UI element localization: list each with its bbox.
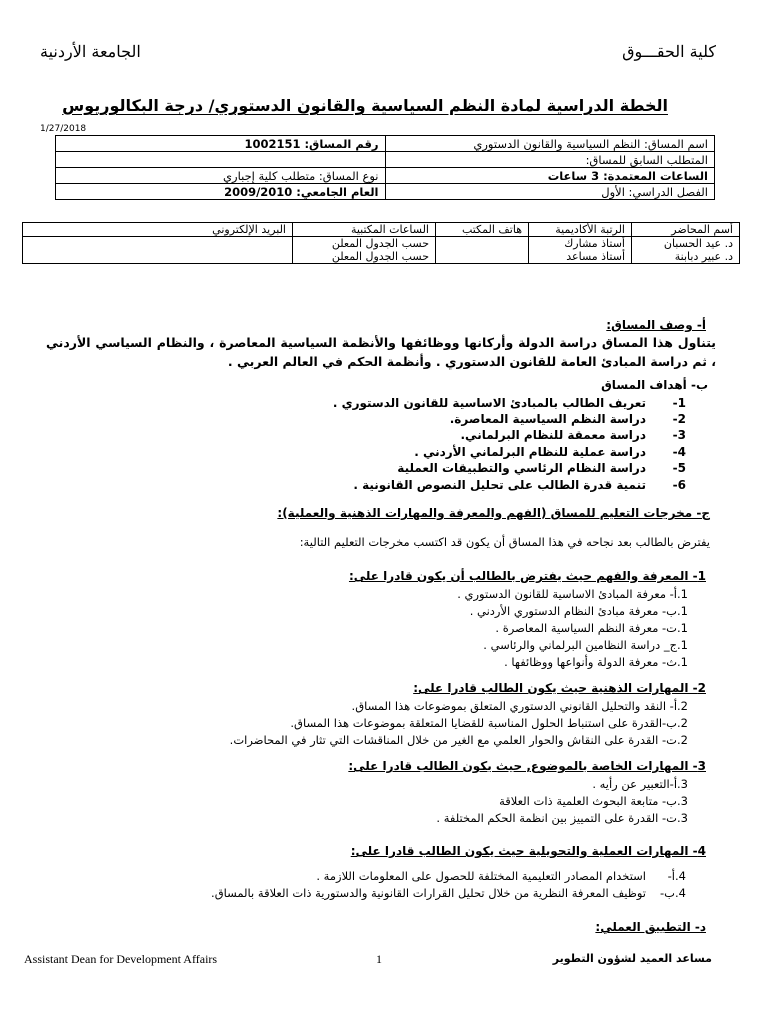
university-name: الجامعة الأردنية bbox=[40, 42, 141, 61]
office-hours: حسب الجدول المعلن bbox=[293, 237, 436, 251]
prerequisite-cell: المتطلب السابق للمساق: bbox=[385, 152, 715, 168]
academic-rank: أستاذ مشارك bbox=[529, 237, 632, 251]
email bbox=[23, 237, 293, 251]
group-1-heading: 1- المعرفة والفهم حيث يفترض بالطالب أن يكون قادرا على: bbox=[348, 569, 706, 583]
list-item: 1.ت- معرفة النظم السياسية المعاصرة . bbox=[495, 621, 688, 635]
list-item: 4-دراسة عملية للنظام البرلماني الأردني . bbox=[414, 445, 686, 459]
group-3-heading: 3- المهارات الخاصة بالموضوع, حيث يكون الطالب قادرا على: bbox=[348, 759, 706, 773]
empty-cell bbox=[56, 152, 386, 168]
table-header-row bbox=[23, 223, 740, 237]
academic-rank: أستاذ مساعد bbox=[529, 250, 632, 264]
list-item: 4.أ-استخدام المصادر التعليمية المختلفة للحصول على المعلومات اللازمة . bbox=[316, 869, 686, 883]
office-phone bbox=[436, 250, 529, 264]
course-info-table bbox=[55, 135, 715, 200]
faculty-name: كلية الحقـــوق bbox=[622, 42, 716, 61]
footer-right: مساعد العميد لشؤون التطوير bbox=[552, 952, 712, 965]
academic-year-cell: العام الجامعي: 2009/2010 bbox=[56, 184, 386, 200]
list-item: 1.ب- معرفة مبادئ النظام الدستوري الأردني . bbox=[469, 604, 688, 618]
column-header: أسم المحاضر bbox=[632, 223, 740, 237]
course-number-cell: رقم المساق: 1002151 bbox=[56, 136, 386, 152]
staff-table bbox=[22, 222, 740, 264]
list-item: 3.ت- القدرة على التمييز بين انظمة الحكم المختلفة . bbox=[436, 811, 688, 825]
column-header: الساعات المكتبية bbox=[293, 223, 436, 237]
list-item: 1.ث- معرفة الدولة وأنواعها ووظائفها . bbox=[504, 655, 688, 669]
list-item: 2.ب-القدرة على استنباط الحلول المناسبة للقضايا المتعلقة بموضوعات هذا المساق. bbox=[290, 716, 688, 730]
column-header: الرتبة الأكاديمية bbox=[529, 223, 632, 237]
course-type-cell: نوع المساق: متطلب كلية إجباري bbox=[56, 168, 386, 184]
section-c-heading: ج- مخرجات التعليم للمساق (الفهم والمعرفة والمهارات الذهنية والعملية): bbox=[277, 506, 710, 520]
lecturer-name: د. عبير دبابنة bbox=[632, 250, 740, 264]
credit-hours-cell: الساعات المعتمدة: 3 ساعات bbox=[385, 168, 715, 184]
lecturer-name: د. عيد الحسبان bbox=[632, 237, 740, 251]
print-date: 1/27/2018 bbox=[40, 124, 87, 134]
table-row bbox=[23, 237, 740, 251]
page-title: الخطة الدراسية لمادة النظم السياسية والقانون الدستوري/ درجة البكالوريوس bbox=[62, 96, 668, 115]
list-item: 5-دراسة النظام الرئاسي والتطبيقات العملية bbox=[397, 461, 686, 475]
section-a-body: يتناول هذا المساق دراسة الدولة وأركانها ووظائفها والأنظمة السياسية المعاصرة ، والنظام السياسي الأردني ، ثم دراسة المبادئ العامة للقانون الدستوري . وأنظمة الحكم في العالم العربي . bbox=[46, 335, 716, 369]
table-row bbox=[56, 184, 715, 200]
list-item: 3.ب- متابعة البحوث العلمية ذات العلاقة bbox=[499, 794, 688, 808]
table-row bbox=[56, 152, 715, 168]
email bbox=[23, 250, 293, 264]
section-b-heading: ب- أهداف المساق bbox=[601, 378, 708, 392]
list-item: 1.ج_ دراسة النظامين البرلماني والرئاسي . bbox=[483, 638, 688, 652]
office-phone bbox=[436, 237, 529, 251]
list-item: 6-تنمية قدرة الطالب على تحليل النصوص القانونية . bbox=[353, 478, 686, 492]
list-item: 1.أ- معرفة المبادئ الاساسية للقانون الدستوري . bbox=[457, 587, 688, 601]
table-row bbox=[56, 168, 715, 184]
column-header: البريد الإلكتروني bbox=[23, 223, 293, 237]
course-name-cell: اسم المساق: النظم السياسية والقانون الدستوري bbox=[385, 136, 715, 152]
list-item: 2.أ- النقد والتحليل القانوني الدستوري المتعلق بموضوعات هذا المساق. bbox=[351, 699, 688, 713]
table-row bbox=[23, 250, 740, 264]
page-number: 1 bbox=[376, 952, 382, 966]
group-4-heading: 4- المهارات العملية والتحويلية حيث يكون الطالب قادرا على: bbox=[350, 844, 706, 858]
semester-cell: الفصل الدراسي: الأول bbox=[385, 184, 715, 200]
section-a-heading: أ- وصف المساق: bbox=[606, 318, 706, 332]
section-c-intro: يفترض بالطالب بعد نجاحه في هذا المساق أن يكون قد اكتسب مخرجات التعليم التالية: bbox=[299, 535, 710, 549]
list-item: 2.ت- القدرة على النقاش والحوار العلمي مع الغير من خلال المناقشات التي تثار في المحاضرات. bbox=[229, 733, 688, 747]
list-item: 3.أ-التعبير عن رأيه . bbox=[592, 777, 688, 791]
column-header: هاتف المكتب bbox=[436, 223, 529, 237]
office-hours: حسب الجدول المعلن bbox=[293, 250, 436, 264]
list-item: 4.ب-توظيف المعرفة النظرية من خلال تحليل القرارات القانونية والدستورية ذات العلاقة بالمساق. bbox=[211, 886, 686, 900]
list-item: 2-دراسة النظم السياسية المعاصرة. bbox=[449, 412, 686, 426]
list-item: 1-تعريف الطالب بالمبادئ الاساسية للقانون الدستوري . bbox=[332, 396, 686, 410]
footer-left: Assistant Dean for Development Affairs bbox=[24, 952, 218, 966]
group-2-heading: 2- المهارات الذهنية حيث يكون الطالب قادرا على: bbox=[413, 681, 706, 695]
section-d-heading: د- التطبيق العملي: bbox=[595, 920, 706, 934]
table-row bbox=[56, 136, 715, 152]
list-item: 3-دراسة معمقة للنظام البرلماني. bbox=[460, 428, 686, 442]
